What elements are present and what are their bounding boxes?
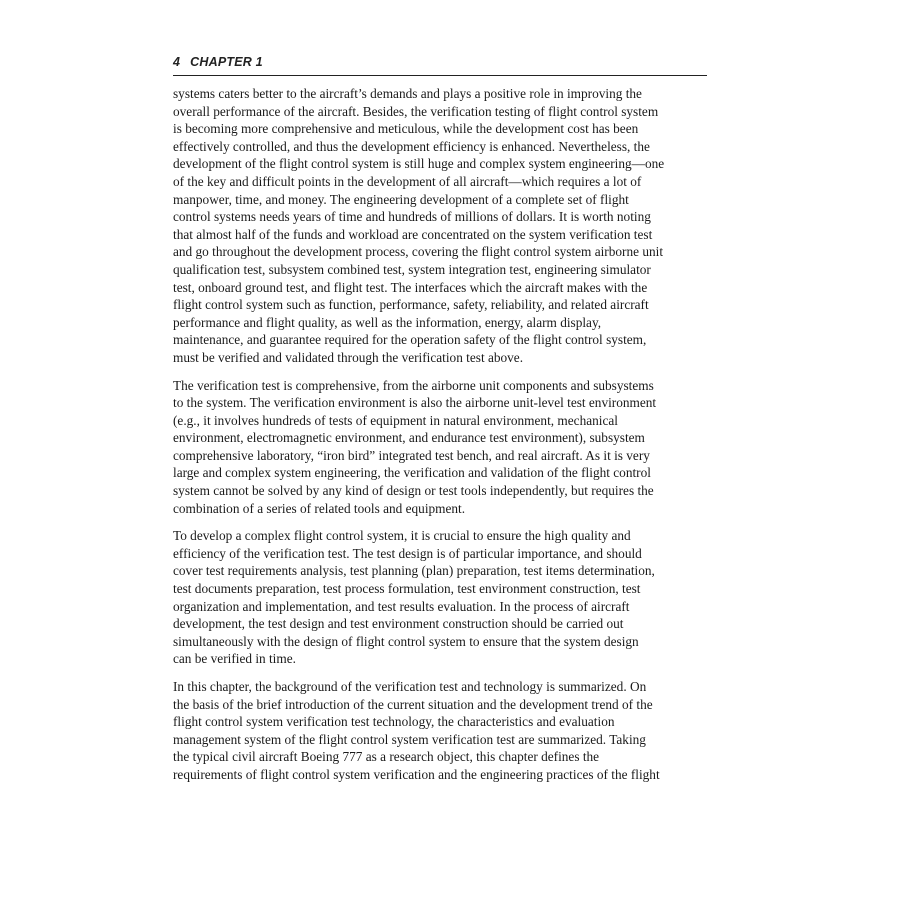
text-line: environment, electromagnetic environment, and endurance test environment), subsystem (173, 430, 645, 446)
text-line: To develop a complex flight control system, it is crucial to ensure the high quality and (173, 528, 631, 544)
paragraph-4 (173, 678, 707, 784)
text-line: flight control system verification test technology, the characteristics and evaluation (173, 714, 615, 730)
text-line: systems caters better to the aircraft’s demands and plays a positive role in improving the (173, 86, 642, 101)
text-line: requirements of flight control system verification and the engineering practices of the flight (173, 766, 660, 782)
text-line: simultaneously with the design of flight control system to ensure that the system design (173, 633, 639, 649)
text-line: and go throughout the development process, covering the flight control system airborne unit (173, 244, 664, 260)
body-text (173, 85, 707, 794)
text-line: large and complex system engineering, the verification and validation of the flight control (173, 465, 651, 481)
page-number: 4 (173, 55, 181, 69)
paragraph-1 (173, 85, 707, 367)
paragraph-2 (173, 377, 707, 518)
chapter-label: CHAPTER 1 (190, 55, 263, 69)
text-line: the basis of the brief introduction of the current situation and the development trend of the (173, 696, 653, 712)
text-line: combination of a series of related tools and equipment. (173, 500, 466, 516)
text-line: the typical civil aircraft Boeing 777 as a research object, this chapter defines the (173, 749, 600, 765)
text-line: cover test requirements analysis, test planning (plan) preparation, test items determination, (173, 563, 655, 579)
text-line: that almost half of the funds and workload are concentrated on the system verification test (173, 226, 653, 242)
text-line: development of the flight control system is still huge and complex system engineering—one (173, 156, 665, 172)
text-line: development, the test design and test environment construction should be carried out (173, 616, 624, 632)
text-line: test documents preparation, test process formulation, test environment construction, test (173, 581, 641, 597)
text-line: to the system. The verification environment is also the airborne unit-level test environment (173, 395, 657, 411)
paragraph-3 (173, 527, 707, 668)
text-line: of the key and difficult points in the development of all aircraft—which requires a lot of (173, 173, 642, 189)
text-line: qualification test, subsystem combined test, system integration test, engineering simulator (173, 261, 651, 277)
text-line: control systems needs years of time and hundreds of millions of dollars. It is worth noting (173, 209, 651, 225)
text-line: test, onboard ground test, and flight test. The interfaces which the aircraft makes with the (173, 279, 648, 295)
text-line: maintenance, and guarantee required for the operation safety of the flight control system, (173, 332, 647, 348)
text-line: can be verified in time. (173, 651, 296, 667)
text-line: effectively controlled, and thus the development efficiency is enhanced. Nevertheless, the (173, 138, 650, 154)
text-line: flight control system such as function, performance, safety, reliability, and related aircraft (173, 297, 649, 313)
text-line: efficiency of the verification test. The test design is of particular importance, and should (173, 545, 642, 561)
running-head (173, 55, 707, 76)
text-line: performance and flight quality, as well as the information, energy, alarm display, (173, 314, 602, 330)
text-line: manpower, time, and money. The engineering development of a complete set of flight (173, 191, 629, 207)
text-line: organization and implementation, and test results evaluation. In the process of aircraft (173, 598, 630, 614)
text-line: system cannot be solved by any kind of design or test tools independently, but requires the (173, 483, 654, 499)
text-line: must be verified and validated through the verification test above. (173, 349, 524, 365)
text-line: is becoming more comprehensive and meticulous, while the development cost has been (173, 121, 639, 137)
text-line: The verification test is comprehensive, from the airborne unit components and subsystems (173, 377, 654, 393)
text-line: (e.g., it involves hundreds of tests of equipment in natural environment, mechanical (173, 412, 618, 428)
text-line: comprehensive laboratory, “iron bird” integrated test bench, and real aircraft. As it is very (173, 447, 650, 463)
text-line: management system of the flight control system verification test are summarized. Taking (173, 731, 646, 747)
text-line: In this chapter, the background of the verification test and technology is summarized. On (173, 679, 647, 694)
text-line: overall performance of the aircraft. Besides, the verification testing of flight control system (173, 103, 659, 119)
